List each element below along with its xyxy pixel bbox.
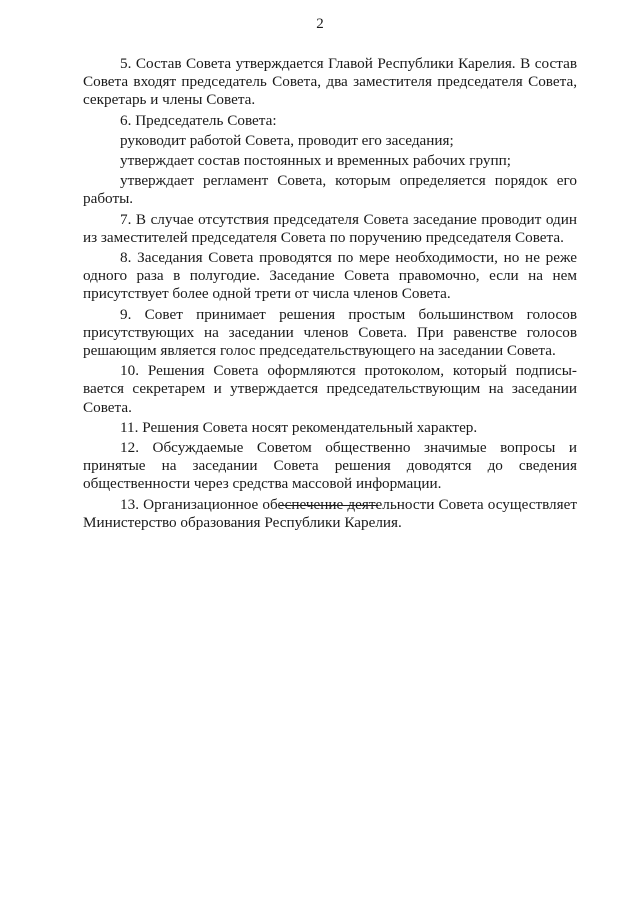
paragraph-13: 13. Организационное обеспечение деятельности Совета осуществляет Министерство образования Республики Карелия. [83,495,577,531]
paragraph-6-item-1: руководит работой Совета, проводит его заседания; [120,131,454,149]
page-number: 2 [316,16,324,32]
paragraph-6-item-3: утверждает регламент Совета, которым определяется порядок его работы. [83,172,577,208]
paragraph-5: 5. Состав Совета утверждается Главой Республики Карелия. В состав Совета входят председатель Совета, два заместителя председателя Совета, секретарь и члены Совета. [83,55,577,109]
paragraph-7: 7. В случае отсутствия председателя Совета заседание проводит один из заместителей председателя Совета по поручению председателя Совета. [83,210,577,246]
paragraph-11: 11. Решения Совета носят рекомендательный характер. [120,418,478,436]
paragraph-9: 9. Совет принимает решения простым большинством голосов присутствующих на заседании членов Совета. При равенстве голосов решающим является голос председательствующего на заседании Совета. [83,305,577,360]
paragraph-8: 8. Заседания Совета проводятся по мере необходимости, но не реже одного раза в полугодие. Заседание Совета правомочно, если на нем присутствует более одной трети от числа членов Совета. [83,249,577,303]
paragraph-12: 12. Обсуждаемые Советом общественно значимые вопросы и принятые на заседании Совета решения доводятся до сведения общественности через средства массовой информации. [83,439,577,493]
paragraph-6-item-2: утверждает состав постоянных и временных рабочих групп; [120,152,511,170]
end-separator-line [280,505,378,506]
paragraph-10: 10. Решения Совета оформляются протоколом, который подписы-вается секретарем и утверждается председательствующим на заседании Совета. [83,362,577,416]
document-body [83,55,577,532]
paragraph-6: 6. Председатель Совета: [120,111,277,129]
